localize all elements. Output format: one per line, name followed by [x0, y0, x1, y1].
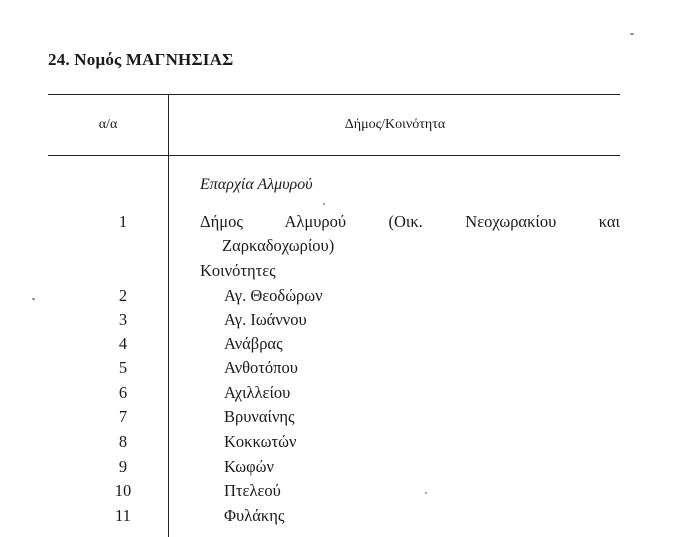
main-entry-line2: Ζαρκαδοχωρίου) — [222, 236, 335, 255]
table-row — [48, 430, 668, 454]
scan-speck — [32, 298, 35, 300]
main-entry-line1: Δήμος Αλμυρού (Οικ. Νεοχωρακίου και — [200, 212, 620, 231]
table-row — [48, 308, 668, 332]
table-row — [48, 455, 668, 479]
table-header-rule — [48, 155, 620, 156]
row-number: 11 — [115, 506, 131, 525]
row-name: Πτελεού — [224, 481, 281, 500]
province-title: Επαρχία Αλμυρού — [200, 176, 313, 193]
scan-speck — [323, 203, 325, 205]
prefecture-heading: 24. Νομός ΜΑΓΝΗΣΙΑΣ — [48, 50, 234, 69]
table-row — [48, 504, 668, 528]
main-entry-number: 1 — [118, 212, 128, 231]
table-row — [48, 284, 668, 308]
table-row — [48, 405, 668, 429]
row-name: Αγ. Ιωάννου — [224, 310, 307, 329]
row-name: Αγ. Θεοδώρων — [224, 286, 323, 305]
table-row — [48, 332, 668, 356]
table-row — [48, 381, 668, 405]
row-name: Κωφών — [224, 457, 275, 476]
row-name: Βρυναίνης — [224, 407, 295, 426]
main-entry — [200, 210, 620, 258]
row-name: Φυλάκης — [224, 506, 285, 525]
row-number: 3 — [118, 310, 128, 329]
row-number: 2 — [118, 286, 128, 305]
row-name: Κοκκωτών — [224, 432, 297, 451]
row-name: Αχιλλείου — [224, 383, 291, 402]
row-number: 10 — [114, 481, 132, 500]
table-top-rule — [48, 94, 620, 95]
row-number: 4 — [118, 334, 128, 353]
scan-speck — [630, 33, 634, 35]
column-header-number: α/α — [98, 117, 118, 132]
row-name: Ανάβρας — [224, 334, 283, 353]
row-name: Ανθοτόπου — [224, 358, 298, 377]
table-row — [48, 356, 668, 380]
communities-subheading: Κοινότητες — [200, 261, 276, 280]
row-number: 5 — [118, 358, 128, 377]
row-number: 9 — [118, 457, 128, 476]
scan-speck — [425, 492, 427, 494]
column-header-municipality: Δήμος/Κοινότητα — [344, 117, 446, 132]
row-number: 6 — [118, 383, 128, 402]
row-number: 8 — [118, 432, 128, 451]
row-number: 7 — [118, 407, 128, 426]
table-row — [48, 479, 668, 503]
